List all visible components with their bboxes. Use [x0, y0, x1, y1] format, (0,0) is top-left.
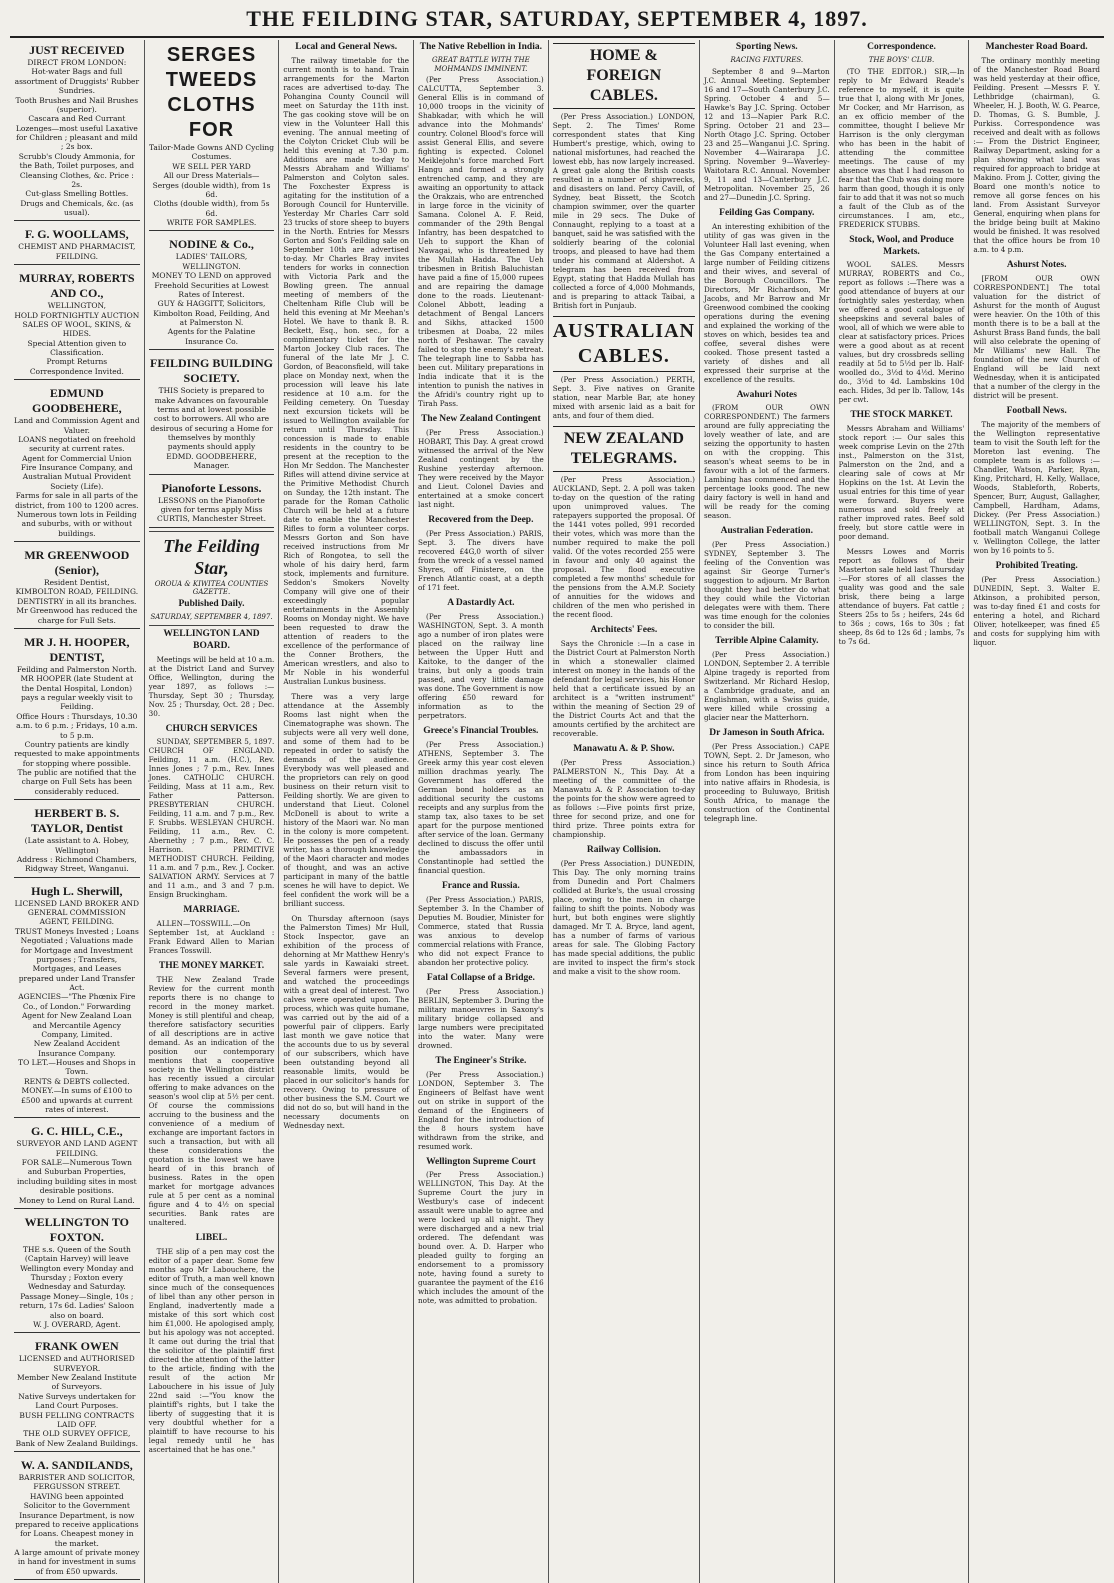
article-body: (Per Press Association.) AUCKLAND, Sept. 2. A poll was taken to-day on the question of the rating upon unimproved values. The ratepayers supported the proposal. Of the 1441 votes polled, 991 recorded their votes, which was more than the number required to make the poll valid. Of the votes recorded 255 were in favour and only 40 against the proposal. The flood executive completed a few months' schedule for the pensions from the A.M.P. Society of annuities for the widows and children of the men who perished in the recent flood. — [552, 475, 695, 619]
ad-line: Numerous town lots in Feilding and suburbs, with or without buildings. — [16, 509, 137, 538]
ad-line: LESSONS on the Pianoforte given for terms apply Miss CURTIS, Manchester Street. — [157, 495, 266, 524]
news-article — [418, 515, 544, 592]
ad-line: Passage Money—Single, 10s ; return, 17s 6d. Ladies' Saloon also on board. — [19, 1291, 135, 1320]
column-7 — [835, 40, 970, 1583]
article-headline: WELLINGTON LAND BOARD. — [163, 628, 260, 651]
ad-line: AGENCIES—"The Phœnix Fire Co., of London." Forwarding Agent for New Zealand Loan and Mercantile Agency Company, Limited. — [18, 992, 136, 1039]
ad-line: Agent for Commercial Union Fire Insurance Company, and Australian Mutual Provident Society (Life). — [20, 453, 133, 491]
article-headline: Awahuri Notes — [736, 389, 797, 400]
article-headline: Dr Jameson in South Africa. — [709, 728, 825, 739]
ad-line: EDMD. GOODBEHERE, Manager. — [166, 451, 257, 471]
article-headline: CHURCH SERVICES — [165, 723, 258, 734]
ad-line: WE SELL PER YARD — [172, 161, 251, 171]
ad-line: Money to Lend on Rural Land. — [18, 1195, 135, 1205]
article-headline: Feilding Gas Company. — [719, 207, 815, 218]
ad-line: Agents for the Palatine Insurance Co. — [167, 327, 256, 346]
article-headline: Prohibited Treating. — [995, 560, 1078, 571]
article-headline: Ashurst Notes. — [1006, 259, 1067, 270]
newspaper-columns — [10, 40, 1104, 1576]
ad-line: LOANS negotiated on freehold security at current rates. — [18, 434, 136, 454]
article-body: (Per Press Association.) DUNEDIN, This Day. The only morning trains from Dunedin and Port Chalmers collided at Burke's, the usual crossing place, owing to the men in charge failing to shift the points. Nobody was hurt, but both engines were slightly damaged. Mr T. A. Bryce, land agent, has a number of farms of various areas for sale. The Globing Factory has made special additions, the public are invited to inspect the firm's stock and make a visit to the show room. — [552, 858, 695, 976]
article-subheadline: RACING FIXTURES. — [730, 55, 804, 64]
advertisement — [14, 40, 140, 221]
article-body: (Per Press Association.) LONDON, September 2. A terrible Alpine tragedy is reported from Switzerland. Mr Richard Heslop, a Cambridge graduate, and an Englishman, with a Swiss guide, were killed while crossing a glacier near the Matterhorn. — [703, 650, 830, 723]
article-body: Meetings will be held at 10 a.m. at the District Land and Survey Office, Wellington, during the year 1897, as follows :— Thursday, Sept 30 ; Thursday, Nov. 25 ; Thursday, Oct. 28 ; Dec. 30. — [148, 654, 275, 718]
article-headline: NEW ZEALAND TELEGRAMS. — [553, 426, 695, 472]
article-body: The ordinary monthly meeting of the Manchester Road Board was held yesterday at their office, Feilding. Present —Messrs F. Y. Lethbridge (chairman), G. Wheeler, H. J. Booth, W. G. Pearce, D. Thomas, G. S. Bumble, J. Purkiss. Correspondence was received and dealt with as follows :— From the District Engineer, Railway Department, asking for a plan showing what land was required for approach to bridge at Makino. From J. Cotter, giving the Board one month's notice to remove all gorse fences on his land. From Assistant Surveyor General, enquiring when plans for the bridge being built at Makino would be finished. It was resolved that the office hours be from 10 a.m. to 4 p.m. — [973, 55, 1100, 254]
ad-line: DIRECT FROM LONDON: — [27, 58, 127, 67]
ad-line: LADIES' TAILORS, WELLINGTON. — [175, 252, 248, 271]
article-body: SUNDAY, SEPTEMBER 5, 1897. CHURCH OF ENGLAND. Feilding, 11 a.m. (H.C.), Rev. Innes Jones ; 7 p.m., Rev. Innes Jones. CATHOLIC CHURCH. Feilding, Mass at 11 a.m., Rev. Father Patterson. PRESBYTERIAN CHURCH. Feilding, 11 a.m. and 7 p.m., Rev. F. Srubbs. WESLEYAN CHURCH. Feilding, 11 a.m., Rev. C. Abernethy ; 7 p.m., Rev. C. C. Harrison. PRIMITIVE METHODIST CHURCH. Feilding, 11 a.m. and 7 p.m., Rev. J. Cocker. SALVATION ARMY. Services at 7 and 11 a.m., and 3 and 7 p.m. Ensign Bruckingham. — [148, 737, 275, 900]
news-article — [704, 636, 830, 722]
ad-line: Address : Richmond Chambers, Ridgway Street, Wanganui. — [16, 854, 137, 874]
article-body: Says the Chronicle :—In a case in the District Court at Palmerston North in which a stonewaller claimed interest on money in the hands of the defendant for legal services, his Honor held that a certificate issued by an architect is a "written instrument" within the meaning of Section 29 of the District Courts Act and that the amounts certified by the architect are recoverable. — [552, 638, 695, 738]
article-body: The majority of the members of the Wellington representative team to visit the South left for the Moreton last evening. The complete team is as follows :—Chandler, Watson, Parker, Ryan, King, Pritchard, H. Kelly, Wallace, Woods, Stableforth, Roberts, Spencer, Burr, August, Gallagher, Campbell, Hardham, Adams, Dickey. (Per Press Association.) WELLINGTON, Sept. 3. In the football match Wanganui College v. Wellington College, the latter won by 16 points to 5. — [973, 419, 1100, 555]
article-body: (Per Press Association.) ATHENS, September 3. The Greek army this year cost eleven million drachmas yearly. The Government has offered the German bond holders as an additional security the customs receipts and any surplus from the stamp tax, also taxes to be set apart for the purpose mentioned after service of the loan. Germany declined to discuss the offer until the ambassadors in Constantinople had settled the financial question. — [418, 739, 544, 875]
article-body: The railway timetable for the current month is to hand. Train arrangements for the Marton races are advertised to-day. The Pohangina County Council will meet on Saturday the 11th inst. The gas cooking stove will be on view in the Volunteer Hall this evening. The annual meeting of the Colyton Cricket Club will be held this evening at 7.30 p.m. Additions are made to-day to Messrs Abraham and Williams' Palmerston and Colyton sales. The Foxchester Express is agitating for the institution of a Borough Council for Hunterville. Yesterday Mr Charles Carr sold 23 trucks of store sheep to buyers in the North. Entries for Messrs Gorton and Son's Feilding sale on September 10th are advertised to-day. Mr Charles Bray invites tenders for works in connection with Victoria Park and the Bowling green. The annual meeting of members of the Cheltenham Rifle Club will be held this evening at Mr Meehan's Hotel. We have to thank B. R. Beckett, Esq., hon. sec., for a complimentary ticket for the Marton Jockey Club races. The funeral of the late Mr J. C. Gordon, of Beaconsfield, will take place on Monday next, when the procession will leave his late residence at 10 a.m. for the Feilding cemetery. On Tuesday next excursion tickets will be issued to Wellington available for return until Thursday. This concession is made to enable residents in the country to be present at the reception to the Hon Mr Seddon. The Manchester Rifles will attend divine service at the Primitive Methodist Church on Sunday, the 12th instant. The parade for the Roman Catholic Church will be held at a future date to enable the Manchester Rifles to form a volunteer corps. Messrs Gorton and Son have received instructions from Mr Rich of Rongotea, to sell the whole of his dairy herd, farm stock, implements and furniture. Seddon's Smokers Novelty Company will give one of their exceedingly popular entertainments in the Assembly Rooms on Monday night. We have been requested to draw the attention of readers to the excellence of the performance of the Conner Brothers, the American wrestlers, and also to Mr Noble in his wonderful Australian Lunkus business. — [283, 55, 410, 686]
news-article — [149, 1233, 275, 1454]
news-article — [973, 561, 1100, 647]
news-article — [149, 961, 275, 1227]
advertisement — [14, 1212, 140, 1333]
ad-title: MR J. H. HOOPER, DENTIST, — [24, 634, 130, 664]
advertisement — [14, 1121, 140, 1209]
article-headline: THE STOCK MARKET. — [850, 410, 953, 421]
article-body: (Per Press Association.) PALMERSTON N., This Day. At a meeting of the committee of the Manawatu A. & P. Association to-day the points for the show were agreed to as follows :—Five points first prize, three for second prize, and one for third prize. Three points extra for championship. — [552, 757, 695, 839]
article-body: (Per Press Association.) PARIS, September 3. In the Chamber of Deputies M. Boudier, Minister for Commerce, stated that Russia was anxious to develop commercial relations with France, who did not expect France to abandon her protective policy. — [418, 894, 544, 967]
article-headline: THE MONEY MARKET. — [158, 961, 265, 972]
news-article — [553, 316, 695, 420]
news-article — [839, 410, 965, 541]
news-article — [704, 208, 830, 384]
article-headline: A Dastardly Act. — [447, 598, 515, 609]
article-body: Messrs Abraham and Williams' stock report :— Our sales this week comprise Levin on the 27th inst., Palmerston on the 31st, Palmerston on the 2nd, and a clearing sale of cows at Mr Hopkins on the 1st. At Levin the usual entries for this time of year were forward. Buyers were numerous and sold freely at rather improved rates. Beef sold freely, but store cattle were in poor demand. — [838, 424, 965, 542]
ad-line: FOR SALE—Numerous Town and Suburban Properties, including building sites in most desirable positions. — [17, 1158, 137, 1196]
article-headline: Architects' Fees. — [590, 625, 658, 635]
article-headline: Fatal Collapse of a Bridge. — [426, 972, 535, 983]
article-headline: Recovered from the Deep. — [428, 515, 534, 526]
article-body: (TO THE EDITOR.) SIR,—In reply to Mr Edward Reade's reference to myself, it is quite true that I, along with Mr Jones, Mr Cocker, and Mr Harrison, as an ex officio member of the committee, thought I believe Mr Harrison is the only clergyman who has been in the habit of attending the committee meetings. The cause of my absence was that I had reason to fear that the Club was doing more harm than good, though it is only fair to add that it was not so much a fault of the Club as of the circumstances. I am, etc., FREDERICK STUBBS. — [838, 66, 965, 229]
article-body: THE slip of a pen may cost the editor of a paper dear. Some few months ago Mr Labouchere, the editor of Truth, a man well known since much of the consequences of libel than any other person in England, inadvertently made a mistake of this sort which cost him £1,000. He apologised amply, but his apology was not accepted. It came out during the trial that the solicitor of the plaintiff first directed the attention of the latter to the article, finding with the result of the action Mr Labouchere in his issue of July 22nd said :—"You know the plaintiff's rights, but I take the liberty of suggesting that it is very doubtful whether for a plaintiff to have recourse to his legal remedy until he has ascertained that he has one." — [148, 1247, 275, 1454]
paper-published: Published Daily. — [178, 599, 245, 610]
news-article — [839, 547, 965, 646]
article-body: THE New Zealand Trade Review for the current month reports there is no change to record in the money market. Money is still plentiful and cheap, therefore satisfactory securities of all descriptions are in active demand. As an indication of the position our contemporary mentions that a cooperative society in the Wellington district has recently issued a circular offering to make advances on the season's wool clip at 5½ per cent. Of course the commissions accruing to the business and the convenience of a medium of exchange are important factors in such a transaction, but with all these considerations the quotation is the lowest we have heard of in this branch of business. Rates in the open market for mortgage advances rule at 5 per cent as a nominal figure and 4 to 4½ on special securities. Bank rates are unaltered. — [148, 975, 275, 1228]
ad-title: MR GREENWOOD (Senior), — [24, 548, 130, 577]
ad-line: Serges (double width), from 1s 6d. — [152, 180, 271, 199]
news-article — [553, 43, 695, 310]
ad-line: Drugs and Chemicals, &c. (as usual). — [20, 198, 134, 217]
ad-line: MR HOOPER (late Student at the Dental Hospital, London) pays a regular weekly visit to Feilding. — [20, 674, 134, 712]
news-article — [553, 426, 695, 619]
ad-line: SURVEYOR AND LAND AGENT FEILDING. — [16, 1139, 138, 1158]
ad-line: Office Hours : Thursdays, 10.30 a.m. to 6 p.m. ; Fridays, 10 a.m. to 5 p.m. — [16, 711, 138, 740]
ad-title: Pianoforte Lessons. — [161, 480, 262, 495]
ad-title: F. G. WOOLLAMS, — [24, 227, 129, 242]
article-body: (Per Press Association.) HOBART, This Day. A great crowd witnessed the arrival of the New Zealand contingent by the Rushine yesterday afternoon. They were received by the Mayor and Lieut. Colonel Davies and entertained at a smoke concert last night. — [418, 428, 544, 510]
advertisement — [14, 1336, 140, 1452]
article-body: (Per Press Association.) SYDNEY, September 3. The feeling of the Convention was against Sir George Turner's suggestion to adjourn. Mr Barton thought they had better do what they could while the Victorian delegates were with them. There was time enough for the colonies to consider the bill. — [703, 540, 830, 631]
ad-title: G. C. HILL, C.E., — [30, 1124, 123, 1139]
ad-line: (Late assistant to A. Hobey, Wellington) — [24, 836, 130, 855]
advertisement — [14, 881, 140, 1119]
ad-title: EDMUND GOODBEHERE, — [31, 386, 122, 416]
advertisement — [14, 224, 140, 265]
article-headline: France and Russia. — [441, 880, 520, 891]
news-article — [973, 406, 1100, 555]
advertisement — [14, 632, 140, 800]
news-article — [283, 914, 409, 1130]
article-headline: HOME & FOREIGN CABLES. — [553, 43, 695, 109]
ad-line: Resident Dentist, — [43, 578, 110, 587]
ad-line: New Zealand Accident Insurance Company. — [33, 1039, 120, 1058]
article-headline: The Engineer's Strike. — [435, 1055, 527, 1066]
article-body: September 8 and 9—Marton J.C. Annual Meeting. September 16 and 17—South Canterbury J.C. Spring. October 4 and 5—Hawke's Bay J.C. Spring. October 12 and 13—Napier Park R.C. Spring. October 21 and 23—North Otago J.C. Spring. October 23 and 25—Wanganui J.C. Spring. November 4—Wairarapa J.C. Spring. November 9—Waverley-Waitotara R.C. Annual. November 9, 11 and 13—Canterbury J.C. Metropolitan. November 25, 26 and 27—Dunedin J.C. Spring. — [703, 66, 830, 202]
ad-line: LICENSED and AUTHORISED SURVEYOR. — [18, 1354, 135, 1373]
article-headline: Australian Federation. — [720, 526, 813, 537]
ad-line: Cloths (double width), from 5s 6d. — [153, 199, 270, 218]
column-5 — [549, 40, 700, 1583]
ad-title: W. A. SANDILANDS, — [20, 1458, 133, 1472]
article-headline: The New Zealand Contingent — [421, 414, 541, 425]
divider — [149, 625, 275, 626]
news-article — [973, 260, 1100, 400]
ad-title: SERGES — [166, 44, 257, 66]
news-article — [418, 414, 544, 509]
column-8 — [969, 40, 1104, 1583]
advertisement — [149, 40, 275, 231]
news-article — [149, 905, 275, 955]
ad-line: Hot-water Bags and full assortment of Druggists' Rubber Sundries. — [14, 67, 140, 96]
ad-line: GUY & HAGGITT, Solicitors, Kimbolton Road, Feilding, And at Palmerston N. — [153, 299, 270, 327]
column-4 — [414, 40, 549, 1583]
ad-line: CLOTHS — [167, 94, 256, 116]
paper-subtitle: OROUA & KIWITEA COUNTIES GAZETTE. — [154, 579, 269, 597]
news-article — [418, 881, 544, 967]
news-article — [553, 845, 695, 976]
advertisement — [14, 545, 140, 629]
ad-line: Cascara and Red Currant Lozenges—most useful Laxative for Children ; pleasant and mild ; 2s box. — [15, 114, 138, 152]
masthead: THE FEILDING STAR, SATURDAY, SEPTEMBER 4, 1897. — [10, 6, 1104, 38]
article-body: There was a very large attendance at the Assembly Rooms last night when the Cinematographe was shown. The subjects were all very well done, and some of them had to be repeated in order to satisfy the demands of the audience. Everybody was well pleased and the proprietors can rely on good business on their return visit to Feilding shortly. We are given to understand that Lieut. Colonel McDonell is about to write a history of the Maori war. No man in the colony is more competent. He possesses the pen of a ready writer, has a thorough knowledge of the Maori character and modes of thought, and was an active participant in many of the battle scenes he will have to depict. We feel confident the work will be a brilliant success. — [283, 691, 410, 908]
news-article — [553, 625, 695, 738]
ad-line: The public are notified that the charge on Full Sets has been considerably reduced. — [17, 768, 137, 796]
article-body: (Per Press Association.) LONDON, September 3. The Engineers of Belfast have went out on strike in support of the demand of the Engineers of England for the introduction of the 8 hours system have withdrawn from the strike, and resumed work. — [418, 1069, 544, 1151]
ad-line: FOR — [188, 119, 235, 141]
column-6 — [700, 40, 835, 1583]
ad-line: Tooth Brushes and Nail Brushes (superior). — [15, 95, 139, 114]
paper-nameplate: The Feilding Star, — [163, 535, 260, 579]
article-body: WOOL SALES. Messrs MURRAY, ROBERTS and Co., report as follows :—There was a good attendance of buyers at our fortnightly sales yesterday, when we offered a good catalogue of sheepskins and several bales of wool, all of which we were able to clear at satisfactory prices. Prices were a good about as at recent values, but dry crossbreds selling readily at 5d to 5½d per lb. Half-woolled do., 3½d to 4½d. Merino do., 3½d to 4d. Lambskins 10d each. Hides, 3d per lb. Tallow, 14s per cwt. — [838, 260, 965, 405]
article-headline: Local and General News. — [295, 42, 398, 52]
ad-line: TWEEDS — [165, 69, 258, 91]
news-article — [418, 598, 544, 720]
advertisement — [14, 803, 140, 878]
ad-line: Native Surveys undertaken for Land Court Purposes. — [18, 1391, 136, 1411]
article-headline: Manawatu A. & P. Show. — [573, 743, 675, 754]
advertisement — [149, 478, 275, 528]
ad-line: Scrubb's Cloudy Ammonia, for the Bath, Toilet purposes, and Cleansing Clothes, &c. Price : 2s. — [18, 151, 135, 189]
article-body: (Per Press Association.) CALCUTTA, September 3. General Ellis is in command of 10,000 troops in the vicinity of Shabkadar, with which he will advance into the Mohmands' country. Colonel Blood's force will assist General Ellis, and severe fighting is expected. Colonel Meiklejohn's force marched Fort Hangu and formed a strongly entrenched camp, and they are awaiting an opportunity to attack the Orakzais, who are entrenched in large force in the vicinity of Samana. Colonel A. F. Reid, commander of the 29th Bengal Infantry, has been despatched to Ueh to support the Khan of Nawagai, who is threatened by the Mullah Hadda. The Ueh tribesmen in British Baluchistan have paid a fine of 15,000 rupees and are repairing the damage done to the roads. Lieutenant-Colonel Abbott, leading a detachment of Bengal Lancers and Sikhs, attacked 1500 tribesmen at Doaba, 22 miles north of Peshawar. The cavalry failed to stop the enemy's retreat. The telegraph line to Sabba has been cut. Military preparations in India indicate that it is the intention to punish the natives in the Afridi's country right up to Tirah Pass. — [418, 75, 544, 409]
news-article — [839, 42, 965, 229]
ad-line: W. J. OVERARD, Agent. — [33, 1319, 121, 1329]
article-headline: LIBEL. — [195, 1233, 228, 1244]
column-1 — [10, 40, 145, 1583]
article-headline: AUSTRALIAN CABLES. — [553, 316, 695, 372]
ad-line: Correspondence Invited. — [29, 366, 124, 376]
ad-line: Special Attention given to Classification. — [27, 338, 127, 357]
ad-line: CHEMIST AND PHARMACIST, FEILDING. — [18, 242, 136, 261]
news-article — [149, 629, 275, 718]
ad-title: NODINE & Co., — [169, 237, 254, 252]
article-body: (Per Press Association.) PERTH, Sept. 3. Five natives on Granite station, near Marble Bar, ate honey mixed with arsenic laid as a bait for ants, and four of them died. — [552, 375, 695, 420]
ad-line: MONEY.—In sums of £100 to £500 and upwards at current rates of interest. — [21, 1086, 133, 1114]
article-headline: Terrible Alpine Calamity. — [715, 636, 819, 647]
article-headline: Stock, Wool, and Produce Markets. — [849, 234, 954, 257]
article-body: (Per Press Association.) DUNEDIN, Sept. 3. Walter E. Atkinson, a prohibited person, was to-day fined £1 and costs for entering a hotel, and Richard Oliver, hotelkeeper, was fined £5 and costs for supplying him with liquor. — [973, 574, 1100, 647]
article-headline: MARRIAGE. — [183, 905, 240, 916]
advertisement — [14, 383, 140, 542]
ad-line: WRITE FOR SAMPLES. — [166, 218, 257, 227]
ad-line: RENTS & DEBTS collected. — [24, 1076, 130, 1086]
article-body: [FROM OUR OWN CORRESPONDENT.] The total valuation for the district of Ashurst for the month of August were heavier. On the 10th of this month there is to be a ball at the Ashurst Brass Band funds, the ball will also celebrate the opening of Mr Williams' new Hall. The foundation of the new Church of England will be laid next Wednesday, when it is anticipated that a number of the clergy in the district will be present. — [973, 273, 1100, 400]
article-body: An interesting exhibition of the utility of gas was given in the Volunteer Hall last evening, when the Gas Company entertained a large number of Feilding citizens and their wives, and several of the Borough Councillors. The Directors, Mr Richardson, Mr Jacobs, and Mr Barrow and Mr Greenwood combined the cooking operations during the evening and explained the working of the stoves on which, besides tea and coffee, several dishes were cooked. Those present tasted a variety of dishes and all expressed their surprise at the excellence of the results. — [703, 221, 830, 384]
ad-line: Mr Greenwood has reduced the charge for Full Sets. — [16, 606, 138, 625]
ad-title: HERBERT B. S. TAYLOR, Dentist — [30, 806, 123, 836]
ad-line: BARRISTER AND SOLICITOR, FERGUSSON STREET. — [18, 1473, 135, 1492]
article-headline: Manchester Road Board. — [985, 42, 1088, 52]
article-headline: Correspondence. — [867, 42, 936, 52]
ad-line: MONEY TO LEND on approved Freehold Securities at Lowest Rates of Interest. — [151, 271, 272, 299]
news-article — [418, 42, 544, 408]
article-headline: Sporting News. — [735, 42, 798, 52]
advertisement — [149, 353, 275, 474]
ad-line: HOLD FORTNIGHTLY AUCTION SALES OF WOOL, SKINS, & HIDES. — [14, 310, 140, 339]
ad-line: Cut-glass Smelling Bottles. — [25, 189, 129, 199]
column-2 — [145, 40, 280, 1583]
ad-line: TO LET.—Houses and Shops in Town. — [18, 1058, 136, 1077]
news-article — [839, 235, 965, 405]
ad-line: THIS Society is prepared to make Advances on favourable terms and at lowest possible cost to borrowers. All who are desirous of securing a Home for themselves by monthly payments should apply — [150, 386, 273, 452]
ad-line: BUSH FELLING CONTRACTS LAID OFF. — [19, 1410, 135, 1429]
article-headline: Football News. — [1006, 405, 1067, 416]
ad-line: LICENSED LAND BROKER AND GENERAL COMMISSION AGENT, FEILDING. — [14, 898, 140, 927]
news-article — [418, 1056, 544, 1151]
news-article — [704, 526, 830, 630]
news-article — [149, 724, 275, 900]
ad-title: FRANK OWEN — [35, 1339, 119, 1354]
ad-line: Farms for sale in all parts of the district, from 100 to 1200 acres. — [15, 491, 139, 510]
ad-line: Feilding and Palmerston North. — [16, 664, 137, 674]
article-body: (Per Press Association.) WASHINGTON, Sept. 3. A month ago a number of iron plates were placed on the railway line between the Upper Hutt and Kaitoke, to the danger of the trains, but only a goods train passed, and very little damage was done. The Government is now offering £50 reward for information as to the perpetrators. — [418, 612, 544, 720]
article-headline: Railway Collision. — [586, 844, 661, 855]
news-article — [553, 744, 695, 839]
article-body: (Per Press Association.) PARIS, Sept. 3. The divers have recovered £4G,0 worth of silver from the wreck of a vessel named Shyres, off Finistere, on the French Atlantic coast, at a depth of 171 feet. — [418, 529, 544, 593]
ad-line: A large amount of private money in hand for investment in sums of from £50 upwards. — [14, 1548, 140, 1576]
news-article — [283, 42, 409, 686]
article-headline: The Native Rebellion in India. — [419, 42, 542, 52]
advertisement — [14, 268, 140, 380]
ad-line: THE OLD SURVEY OFFICE, Bank of New Zealand Buildings. — [15, 1429, 139, 1448]
article-headline: Greece's Financial Troubles. — [423, 726, 539, 736]
ad-line: THE s.s. Queen of the South (Captain Harvey) will leave Wellington every Monday and Thursday ; Foxton every Wednesday and Saturday. — [20, 1244, 134, 1292]
ad-title: FEILDING BUILDING SOCIETY. — [149, 356, 274, 386]
advertisement — [149, 234, 275, 350]
article-subheadline: GREAT BATTLE WITH THE MOHMANDS IMMINENT. — [432, 55, 530, 73]
ad-line: DENTISTRY in all its branches. — [17, 596, 137, 606]
ad-title: JUST RECEIVED — [29, 43, 125, 57]
article-body: (Per Press Association.) LONDON, Sept. 2. The Times' Rome correspondent states that King Humbert's prestige, which, owing to national misfortunes, had reached the lowest ebb, has now largely increased. A great gale along the British coasts resulted in a number of shipwrecks, and disasters on land. Percy Cavill, of Sydney, beat Bissett, the Scotch champion swimmer, over the quarter mile in 29 secs. The Duke of Connaught, replying to a toast at a banquet, said he was satisfied with the soldierly bearing of the colonial troops, and pleased to have had them under his command at Aldershot. A telegram has been received from Egypt, stating that Hadda Mullah has collected a force of 4,000 Mohmands, and is preparing to attack Taibai, a British fort in Punjaub. — [552, 112, 695, 310]
article-body: (Per Press Association.) WELLINGTON, This Day. At the Supreme Court the jury in Westbury's case of indecent assault were unable to agree and were locked up all night. They were discharged and a new trial ordered. The defendant was bound over. A. D. Harper who pleaded guilty to forging an endorsement to a promissory note, having found a surety to guarantee the payment of the £16 which includes the amount of the note, was admitted to probation. — [418, 1170, 544, 1306]
news-article — [283, 692, 409, 908]
article-body: On Thursday afternoon (says the Palmerston Times) Mr Hull, Stock Inspector, gave an exhibition of the process of dehorning at Mr Matthew Henry's sale yards in Kawaiaki street. Several farmers were present, and watched the proceedings with a great deal of interest. Two calves were operated upon. The process, which was quite humane, was carried out by the aid of a powerful pair of clippers. Early last month we gave notice that the accounts due to us by several of our subscribers, which have been outstanding beyond all reasonable limits, would be placed in our solicitor's hands for recovery. Owing to pressure of other business the S.M. Court we did not do so, but will hand in the necessary documents on Wednesday next. — [283, 913, 410, 1130]
ad-line: Country patients are kindly requested to make appointments for stopping where possible. — [14, 739, 140, 768]
article-subheadline: THE BOYS' CLUB. — [868, 55, 935, 64]
ad-line: KIMBOLTON ROAD, FEILDING. — [15, 587, 139, 597]
news-article — [418, 726, 544, 875]
divider — [149, 531, 275, 532]
news-article — [418, 1157, 544, 1306]
ad-line: HAVING been appointed Solicitor to the Government Insurance Department, is now prepared to receive applications for Loans. Cheapest money in the market. — [15, 1491, 139, 1548]
article-body: (Per Press Association.) BERLIN, September 3. During the military manoeuvres in Saxony's military bridge collapsed and large numbers were precipitated into the water. Many were drowned. — [418, 986, 544, 1050]
article-body: (Per Press Association.) CAPE TOWN, Sept. 2. Dr Jameson, who since his return to South Africa from London has been inquiring into native affairs in Rhodesia, is proceeding to Buluwayo, British South Africa, to manage the construction of the Continental telegraph line. — [703, 742, 830, 823]
ad-title: MURRAY, ROBERTS AND CO., — [19, 271, 135, 301]
paper-date: SATURDAY, SEPTEMBER 4, 1897. — [150, 613, 273, 621]
news-article — [704, 390, 830, 521]
ad-title: Hugh L. Sherwill, — [31, 883, 123, 898]
advertisement — [14, 1455, 140, 1580]
ad-line: Member New Zealand Institute of Surveyors. — [17, 1373, 137, 1392]
article-body: ALLEN—TOSSWILL.—On September 1st, at Auckland : Frank Edward Allen to Marian Frances Tosswill. — [148, 919, 275, 956]
ad-line: WELLINGTON, — [47, 301, 106, 311]
ad-line: Tailor-Made Gowns AND Cycling Costumes. — [148, 143, 275, 162]
article-body: Messrs Lowes and Morris report as follows of their Masterton sale held last Thursday :—For stores of all classes the quality was good and the sale brisk, there being a large attendance of buyers. Fat cattle ; Steers 25s to 5s ; heifers, 24s 6d to 36s ; cows, 16s to 30s ; fat sheep, 8s 6d to 12s 6d ; lambs, 7s to 7s 6d. — [838, 547, 965, 647]
news-article — [973, 42, 1100, 254]
article-headline: Wellington Supreme Court — [426, 1156, 536, 1167]
column-3 — [279, 40, 414, 1583]
news-article — [418, 973, 544, 1050]
article-body: (FROM OUR OWN CORRESPONDENT.) The farmers around are fully appreciating the lovely weather of late, and are seizing the opportunity to hasten on with the cropping. This season's wheat seems to be in favour with a lot of the farmers. Lambing has commenced and the percentage looks good. The new dairy factory is well in hand and will be ready for the coming season. — [703, 403, 830, 521]
ad-line: Prompt Returns — [46, 357, 108, 367]
ad-line: TRUST Moneys Invested ; Loans Negotiated ; Valuations made for Mortgage and Investment purposes ; Transfers, Mortgages, and Leases prepared under Land Transfer Act. — [14, 926, 139, 992]
ad-line: All our Dress Materials— — [163, 171, 260, 181]
news-article — [704, 728, 830, 823]
ad-line: Land and Commission Agent and Valuer. — [14, 416, 140, 435]
news-article — [704, 42, 830, 202]
ad-title: WELLINGTON TO FOXTON. — [24, 1214, 130, 1244]
